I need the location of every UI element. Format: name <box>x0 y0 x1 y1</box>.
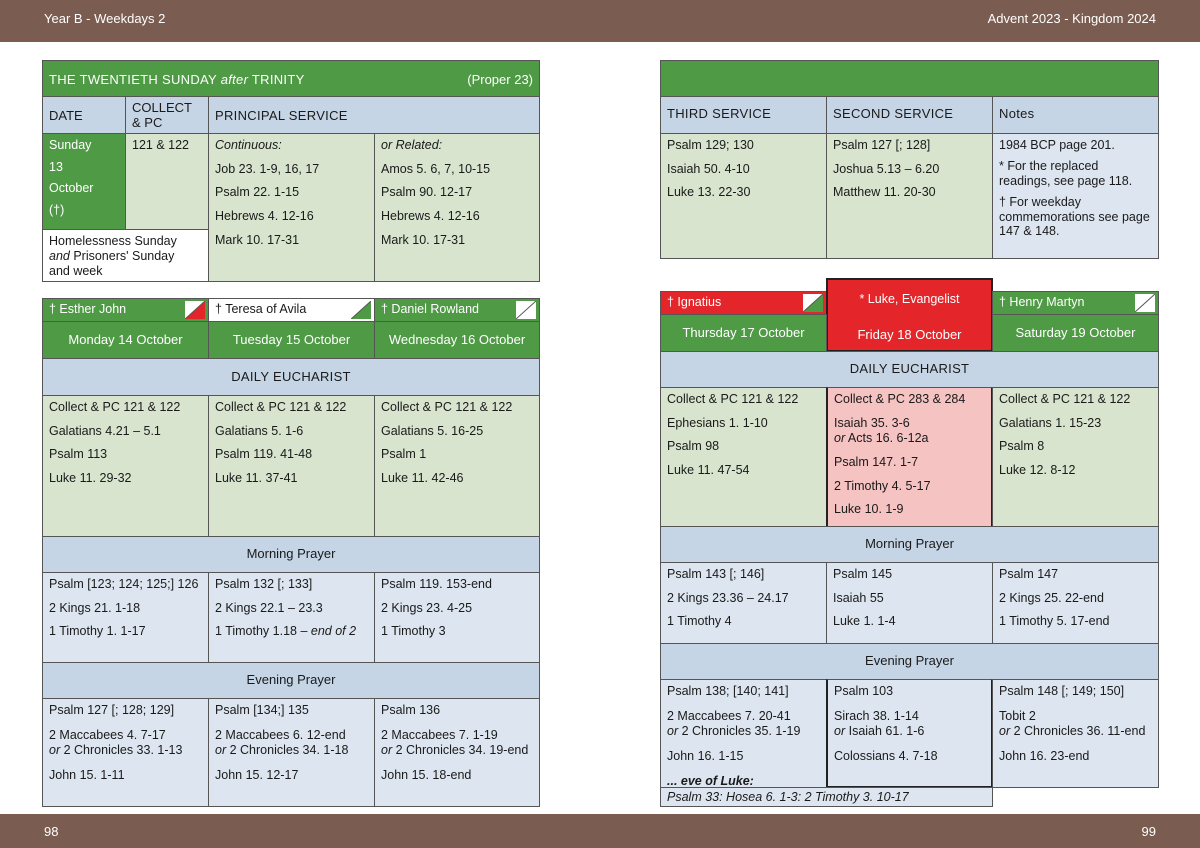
reading: Collect & PC 283 & 284 <box>834 392 966 406</box>
reading: Collect & PC 121 & 122 <box>667 392 799 406</box>
day-saturday: Saturday 19 October <box>992 314 1159 352</box>
col-third-header: THIRD SERVICE <box>660 96 827 134</box>
reading: Luke 11. 42-46 <box>381 470 464 485</box>
reading: 2 Kings 23.36 – 24.17 <box>667 590 789 605</box>
reading: Luke 1. 1-4 <box>833 614 896 629</box>
reading: 2 Kings 25. 22-end <box>999 590 1104 605</box>
header-left: Year B - Weekdays 2 <box>44 11 166 26</box>
reading: Psalm 8 <box>999 439 1045 454</box>
note-commemorations: † For weekday commemorations see page 147 & 148. <box>999 195 1150 238</box>
reading: Psalm [123; 124; 125;] 126 <box>49 577 199 591</box>
note-and: and <box>49 249 70 263</box>
reading: 1 Timothy 3 <box>381 624 446 639</box>
day-wednesday: Wednesday 16 October <box>374 321 540 359</box>
related-readings <box>374 133 540 282</box>
reading: Galatians 4.21 – 5.1 <box>49 423 161 438</box>
morning-thursday <box>660 562 827 644</box>
sunday-title <box>49 72 305 88</box>
third-service-readings <box>660 133 827 259</box>
second-service-readings <box>826 133 993 259</box>
morning-prayer-header-right: Morning Prayer <box>660 526 1159 563</box>
reading: Psalm 113 <box>49 447 108 462</box>
reading: Acts 16. 6-12a <box>845 431 929 446</box>
note-homelessness: Homelessness Sunday <box>49 234 177 248</box>
reading: Mark 10. 17-31 <box>381 232 466 247</box>
page-footer <box>0 814 1200 848</box>
reading: Ephesians 1. 1-10 <box>667 415 768 430</box>
commemoration-monday <box>42 298 209 322</box>
note-bcp: 1984 BCP page 201. <box>999 138 1115 152</box>
reading: 2 Chronicles 34. 19-end <box>392 743 529 758</box>
commemoration-label: † Henry Martyn <box>999 295 1085 309</box>
morning-saturday <box>992 562 1159 644</box>
reading: 2 Chronicles 36. 11-end <box>1010 724 1146 739</box>
commemoration-label: † Teresa of Avila <box>215 302 307 316</box>
reading: 2 Maccabees 7. 20-41 <box>667 708 791 723</box>
eve-of-luke-readings: Psalm 33: Hosea 6. 1-3: 2 Timothy 3. 10-17 <box>660 787 993 807</box>
reading: Psalm 129; 130 <box>667 138 754 152</box>
reading: John 16. 23-end <box>999 748 1090 763</box>
morning-tuesday <box>208 572 375 663</box>
or-label: or <box>49 743 61 758</box>
reading: Psalm 119. 41-48 <box>215 447 313 462</box>
evening-saturday <box>992 679 1159 788</box>
reading: Galatians 1. 15-23 <box>999 415 1102 430</box>
note-replaced: * For the replaced readings, see page 118. <box>999 159 1133 188</box>
reading: Psalm 145 <box>833 567 893 581</box>
day-friday: Friday 18 October <box>857 327 962 342</box>
reading-italic: end of 2 <box>310 624 357 639</box>
proper-number: (Proper 23) <box>467 72 533 87</box>
reading: Colossians 4. 7-18 <box>834 748 938 763</box>
eucharist-saturday <box>992 387 1159 527</box>
corner-triangle-icon <box>803 294 823 312</box>
daily-eucharist-header: DAILY EUCHARIST <box>42 358 540 396</box>
reading: Psalm 22. 1-15 <box>215 185 300 200</box>
reading: Sirach 38. 1-14 <box>834 708 919 723</box>
evening-wednesday <box>374 698 540 807</box>
reading: Psalm 136 <box>381 703 441 717</box>
reading: 2 Kings 22.1 – 23.3 <box>215 600 323 615</box>
morning-prayer-header: Morning Prayer <box>42 536 540 573</box>
page-header <box>0 0 1200 42</box>
evening-monday <box>42 698 209 807</box>
commemoration-wednesday <box>374 298 540 322</box>
reading: Isaiah 35. 3-6 <box>834 415 910 430</box>
reading: Psalm 127 [; 128; 129] <box>49 703 175 717</box>
reading: 2 Kings 21. 1-18 <box>49 600 141 615</box>
col-notes-header: Notes <box>992 96 1159 134</box>
reading: Hebrews 4. 12-16 <box>215 208 314 223</box>
reading: 2 Chronicles 33. 1-13 <box>60 743 183 758</box>
reading: 1 Timothy 5. 17-end <box>999 614 1110 629</box>
date-marker: (†) <box>49 202 65 217</box>
or-label: or <box>999 724 1011 739</box>
commemoration-label: † Daniel Rowland <box>381 302 479 316</box>
notes-cell <box>992 133 1159 259</box>
sunday-title-post: TRINITY <box>248 72 305 87</box>
reading: Joshua 5.13 – 6.20 <box>833 161 940 176</box>
reading: John 15. 18-end <box>381 767 472 782</box>
corner-triangle-icon <box>351 301 371 319</box>
commemoration-saturday <box>992 291 1159 315</box>
reading: Isaiah 55 <box>833 590 884 605</box>
date-number: 13 <box>49 159 63 174</box>
reading: Collect & PC 121 & 122 <box>381 400 513 414</box>
sunday-observance-note <box>42 229 209 282</box>
corner-triangle-icon <box>516 301 536 319</box>
or-label: or <box>667 724 679 739</box>
reading: 2 Chronicles 34. 1-18 <box>226 743 349 758</box>
sunday-title-after: after <box>220 72 249 87</box>
sunday-collect-cell <box>125 133 209 230</box>
reading: Matthew 11. 20-30 <box>833 185 936 200</box>
reading: Psalm 148 [; 149; 150] <box>999 684 1125 698</box>
sunday-title-bar <box>42 60 540 97</box>
reading: Psalm 103 <box>834 684 894 698</box>
sunday-date-cell <box>42 133 126 230</box>
reading: Hebrews 4. 12-16 <box>381 208 480 223</box>
evening-prayer-header: Evening Prayer <box>42 662 540 699</box>
header-right: Advent 2023 - Kingdom 2024 <box>987 11 1156 26</box>
commemoration-thursday <box>660 291 827 315</box>
reading: Psalm 138; [140; 141] <box>667 684 789 698</box>
commemoration-tuesday <box>208 298 375 322</box>
day-tuesday: Tuesday 15 October <box>208 321 375 359</box>
reading: 2 Chronicles 35. 1-19 <box>678 724 801 739</box>
related-label: or Related: <box>381 138 443 152</box>
eucharist-thursday <box>660 387 827 527</box>
reading: Psalm 147 <box>999 567 1059 581</box>
reading: 1 Timothy 1. 1-17 <box>49 624 146 639</box>
reading: 2 Maccabees 7. 1-19 <box>381 727 498 742</box>
reading: 1 Timothy 1.18 – <box>215 624 311 639</box>
reading: Luke 11. 47-54 <box>667 462 750 477</box>
daily-eucharist-header-right: DAILY EUCHARIST <box>660 351 1159 388</box>
evening-prayer-header-right: Evening Prayer <box>660 643 1159 680</box>
reading: Galatians 5. 1-6 <box>215 423 304 438</box>
or-label: or <box>834 431 846 446</box>
eucharist-friday <box>826 387 993 527</box>
reading: Luke 12. 8-12 <box>999 462 1076 477</box>
col-date-header: DATE <box>42 96 126 134</box>
corner-triangle-icon <box>1135 294 1155 312</box>
col-principal-header: PRINCIPAL SERVICE <box>208 96 540 134</box>
reading: Galatians 5. 16-25 <box>381 423 484 438</box>
sunday-title-bar-continued <box>660 60 1159 97</box>
page-number-left: 98 <box>44 824 59 839</box>
date-day: Sunday <box>49 138 92 152</box>
reading: Collect & PC 121 & 122 <box>215 400 347 414</box>
or-label: or <box>215 743 227 758</box>
reading: John 16. 1-15 <box>667 748 744 763</box>
reading: Psalm 147. 1-7 <box>834 454 919 469</box>
reading: Collect & PC 121 & 122 <box>49 400 181 414</box>
reading: John 15. 12-17 <box>215 767 299 782</box>
evening-friday <box>826 679 993 788</box>
collect-numbers: 121 & 122 <box>132 138 189 152</box>
reading: Psalm 127 [; 128] <box>833 138 931 152</box>
commemoration-label: † Ignatius <box>667 295 722 309</box>
reading: Psalm 98 <box>667 439 720 454</box>
reading: Psalm 90. 12-17 <box>381 185 473 200</box>
sunday-title-pre: THE TWENTIETH SUNDAY <box>49 72 221 87</box>
eucharist-monday <box>42 395 209 537</box>
or-label: or <box>834 724 846 739</box>
note-week: and week <box>49 264 103 278</box>
reading: Job 23. 1-9, 16, 17 <box>215 161 320 176</box>
col-collect-header: COLLECT & PC <box>125 96 209 134</box>
commemoration-label: † Esther John <box>49 302 127 316</box>
eucharist-tuesday <box>208 395 375 537</box>
commemoration-label: * Luke, Evangelist <box>859 292 960 306</box>
eve-of-luke-label: ... eve of Luke: <box>667 773 754 788</box>
reading: Isaiah 61. 1-6 <box>845 724 925 739</box>
day-monday: Monday 14 October <box>42 321 209 359</box>
morning-wednesday <box>374 572 540 663</box>
page-number-right: 99 <box>1141 824 1156 839</box>
corner-triangle-icon <box>185 301 205 319</box>
reading: Psalm 132 [; 133] <box>215 577 313 591</box>
reading: Luke 11. 29-32 <box>49 470 132 485</box>
reading: Luke 11. 37-41 <box>215 470 298 485</box>
eucharist-wednesday <box>374 395 540 537</box>
reading: Collect & PC 121 & 122 <box>999 392 1131 406</box>
reading: 2 Maccabees 6. 12-end <box>215 727 346 742</box>
reading: Psalm 143 [; 146] <box>667 567 765 581</box>
reading: Psalm 1 <box>381 447 427 462</box>
date-month: October <box>49 181 94 196</box>
reading: 2 Timothy 4. 5-17 <box>834 478 931 493</box>
col-second-header: SECOND SERVICE <box>826 96 993 134</box>
reading: Tobit 2 <box>999 708 1036 723</box>
reading: Isaiah 50. 4-10 <box>667 161 750 176</box>
friday-feast-header <box>826 278 993 352</box>
continuous-readings <box>208 133 375 282</box>
morning-friday <box>826 562 993 644</box>
reading: 2 Kings 23. 4-25 <box>381 600 473 615</box>
reading: Psalm 119. 153-end <box>381 577 492 591</box>
reading: 1 Timothy 4 <box>667 614 732 629</box>
reading: Amos 5. 6, 7, 10-15 <box>381 161 491 176</box>
reading: Mark 10. 17-31 <box>215 232 300 247</box>
reading: Luke 13. 22-30 <box>667 185 751 200</box>
reading: 2 Maccabees 4. 7-17 <box>49 727 166 742</box>
continuous-label: Continuous: <box>215 138 282 152</box>
or-label: or <box>381 743 393 758</box>
reading: Psalm [134;] 135 <box>215 703 309 717</box>
evening-tuesday <box>208 698 375 807</box>
reading: John 15. 1-11 <box>49 767 125 782</box>
morning-monday <box>42 572 209 663</box>
day-thursday: Thursday 17 October <box>660 314 827 352</box>
reading: Luke 10. 1-9 <box>834 502 904 517</box>
note-prisoners: Prisoners' Sunday <box>69 249 175 263</box>
evening-thursday <box>660 679 827 788</box>
